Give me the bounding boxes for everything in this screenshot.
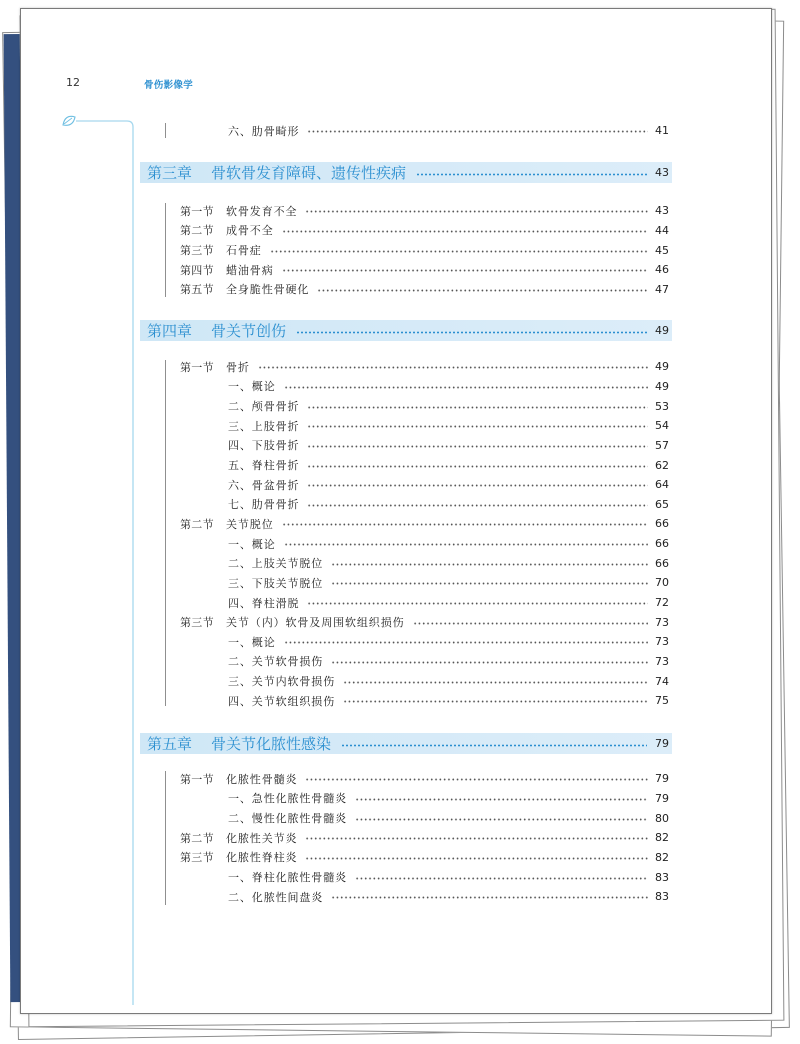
entry-title: 骨折	[226, 360, 250, 374]
toc-entry	[180, 887, 669, 907]
entry-page: 43	[655, 204, 669, 218]
toc-section	[180, 240, 669, 260]
entry-title: 三、关节内软骨损伤	[228, 675, 336, 689]
toc-entry	[180, 534, 669, 554]
chapter-label: 第四章	[147, 322, 193, 340]
toc-entry	[180, 808, 669, 828]
entry-title: 一、急性化脓性骨髓炎	[228, 792, 347, 806]
entry-page: 49	[655, 360, 669, 374]
entry-page: 62	[655, 458, 669, 472]
chapter-heading	[140, 320, 672, 341]
dot-leader	[317, 289, 648, 292]
section-label: 第二节	[180, 831, 214, 845]
entry-title: 全身脆性骨硬化	[226, 283, 310, 297]
dot-leader	[355, 877, 648, 880]
toc-entry	[180, 632, 669, 652]
entry-title: 二、慢性化脓性骨髓炎	[228, 812, 347, 826]
entry-page: 82	[655, 831, 669, 845]
dot-leader	[282, 523, 648, 526]
entry-page: 80	[655, 811, 669, 825]
toc-entry	[180, 593, 669, 613]
dot-leader	[307, 425, 648, 428]
entry-title: 四、脊柱滑脱	[228, 596, 300, 610]
entry-page: 44	[655, 223, 669, 237]
entry-page: 75	[655, 694, 669, 708]
entry-page: 79	[655, 772, 669, 786]
entry-title: 五、脊柱骨折	[228, 459, 300, 473]
toc-entry	[180, 553, 669, 573]
entry-page: 65	[655, 497, 669, 511]
entry-title: 二、关节软骨损伤	[228, 655, 324, 669]
section-label: 第一节	[180, 204, 214, 218]
dot-leader	[282, 230, 648, 233]
chapter-page: 49	[655, 324, 669, 337]
section-label: 第四节	[180, 263, 214, 277]
section-label: 第五节	[180, 283, 214, 297]
entry-title: 化脓性关节炎	[226, 831, 298, 845]
chapter-entries	[180, 769, 669, 906]
toc-entry	[180, 396, 669, 416]
dot-leader	[307, 484, 648, 487]
section-label: 第一节	[180, 360, 214, 374]
dot-leader	[305, 857, 648, 860]
entry-title: 三、上肢骨折	[228, 419, 300, 433]
page-number: 12	[66, 76, 80, 89]
toc-section	[180, 612, 669, 632]
dot-leader	[307, 406, 648, 409]
toc-entry	[180, 691, 669, 711]
chapter-title: 骨关节化脓性感染	[211, 735, 332, 753]
dot-leader	[341, 744, 647, 747]
dot-leader	[284, 386, 648, 389]
section-label: 第一节	[180, 772, 214, 786]
entry-page: 49	[655, 379, 669, 393]
dot-leader	[270, 250, 648, 253]
chapter-heading	[140, 733, 672, 754]
section-label: 第三节	[180, 851, 214, 865]
toc-section	[180, 201, 669, 221]
toc-section	[180, 769, 669, 789]
entry-title: 化脓性骨髓炎	[226, 772, 298, 786]
toc-entry	[180, 494, 669, 514]
dot-leader	[331, 661, 648, 664]
leaf-icon	[63, 116, 75, 125]
toc-section	[180, 280, 669, 300]
dot-leader	[355, 798, 648, 801]
entry-page: 45	[655, 243, 669, 257]
entry-title: 一、脊柱化脓性骨髓炎	[228, 871, 347, 885]
dot-leader	[307, 504, 648, 507]
section-label: 第二节	[180, 224, 214, 238]
entry-title: 四、下肢骨折	[228, 439, 300, 453]
entry-page: 46	[655, 263, 669, 277]
entry-title: 三、下肢关节脱位	[228, 576, 324, 590]
toc-entry	[180, 789, 669, 809]
dot-leader	[413, 622, 649, 625]
toc-entry	[180, 573, 669, 593]
entry-title: 一、概论	[228, 380, 276, 394]
chapter-title: 骨软骨发育障碍、遗传性疾病	[211, 164, 407, 182]
toc-continuation	[180, 121, 669, 141]
section-label: 第三节	[180, 616, 214, 630]
entry-page: 73	[655, 615, 669, 629]
toc-section	[180, 848, 669, 868]
toc-section	[180, 357, 669, 377]
dot-leader	[331, 896, 648, 899]
toc-section	[180, 221, 669, 241]
entry-page: 66	[655, 556, 669, 570]
chapter-label: 第三章	[147, 164, 193, 182]
entry-group-bar	[165, 771, 166, 905]
dot-leader	[307, 465, 648, 468]
entry-page: 74	[655, 674, 669, 688]
dot-leader	[284, 641, 648, 644]
entry-group-bar	[165, 123, 166, 138]
entry-title: 七、肋骨骨折	[228, 498, 300, 512]
entry-page: 73	[655, 635, 669, 649]
dot-leader	[305, 210, 648, 213]
entry-title: 化脓性脊柱炎	[226, 851, 298, 865]
dot-leader	[296, 331, 647, 334]
entry-page: 47	[655, 282, 669, 296]
entry-title: 四、关节软组织损伤	[228, 694, 336, 708]
entry-title: 二、上肢关节脱位	[228, 557, 324, 571]
dot-leader	[307, 130, 648, 133]
dot-leader	[282, 269, 648, 272]
toc-section	[180, 514, 669, 534]
entry-title: 关节脱位	[226, 517, 274, 531]
dot-leader	[343, 681, 648, 684]
entry-title: 二、化脓性间盘炎	[228, 890, 324, 904]
dot-leader	[331, 563, 648, 566]
dot-leader	[305, 778, 648, 781]
entry-page: 83	[655, 870, 669, 884]
dot-leader	[307, 445, 648, 448]
chapter-label: 第五章	[147, 735, 193, 753]
section-label: 第二节	[180, 517, 214, 531]
toc-section	[180, 260, 669, 280]
entry-page: 79	[655, 791, 669, 805]
entry-page: 41	[655, 124, 669, 138]
book-title: 骨伤影像学	[144, 80, 194, 91]
dot-leader	[343, 700, 648, 703]
toc-entry	[180, 475, 669, 495]
dot-leader	[416, 173, 647, 176]
entry-title: 六、肋骨畸形	[228, 124, 300, 138]
chapter-page: 79	[655, 737, 669, 750]
entry-group-bar	[165, 203, 166, 297]
entry-page: 83	[655, 890, 669, 904]
chapter-page: 43	[655, 166, 669, 179]
toc-entry	[180, 867, 669, 887]
toc-entry	[180, 121, 669, 141]
entry-title: 软骨发育不全	[226, 204, 298, 218]
toc-entry	[180, 455, 669, 475]
entry-title: 蜡油骨病	[226, 263, 274, 277]
entry-title: 一、概论	[228, 537, 276, 551]
entry-group-bar	[165, 360, 166, 706]
entry-page: 82	[655, 850, 669, 864]
toc-entry	[180, 652, 669, 672]
chapter-entries	[180, 201, 669, 299]
entry-page: 66	[655, 517, 669, 531]
toc-entry	[180, 416, 669, 436]
entry-page: 54	[655, 419, 669, 433]
toc-entry	[180, 436, 669, 456]
dot-leader	[331, 582, 648, 585]
section-label: 第三节	[180, 244, 214, 258]
entry-title: 关节（内）软骨及周围软组织损伤	[226, 616, 405, 630]
entry-title: 成骨不全	[226, 224, 274, 238]
entry-page: 53	[655, 399, 669, 413]
entry-title: 一、概论	[228, 635, 276, 649]
dot-leader	[307, 602, 648, 605]
toc-entry	[180, 671, 669, 691]
dot-leader	[258, 366, 648, 369]
entry-page: 66	[655, 537, 669, 551]
entry-page: 64	[655, 478, 669, 492]
entry-page: 73	[655, 654, 669, 668]
entry-title: 石骨症	[226, 244, 262, 258]
dot-leader	[305, 837, 648, 840]
dot-leader	[355, 818, 648, 821]
toc-section	[180, 828, 669, 848]
entry-page: 72	[655, 596, 669, 609]
chapter-heading	[140, 162, 672, 183]
entry-page: 57	[655, 438, 669, 452]
entry-page: 70	[655, 576, 669, 590]
dot-leader	[284, 543, 648, 546]
entry-title: 六、骨盆骨折	[228, 478, 300, 492]
entry-title: 二、颅骨骨折	[228, 400, 300, 414]
toc-entry	[180, 377, 669, 397]
chapter-entries	[180, 357, 669, 711]
chapter-title: 骨关节创伤	[211, 322, 287, 340]
